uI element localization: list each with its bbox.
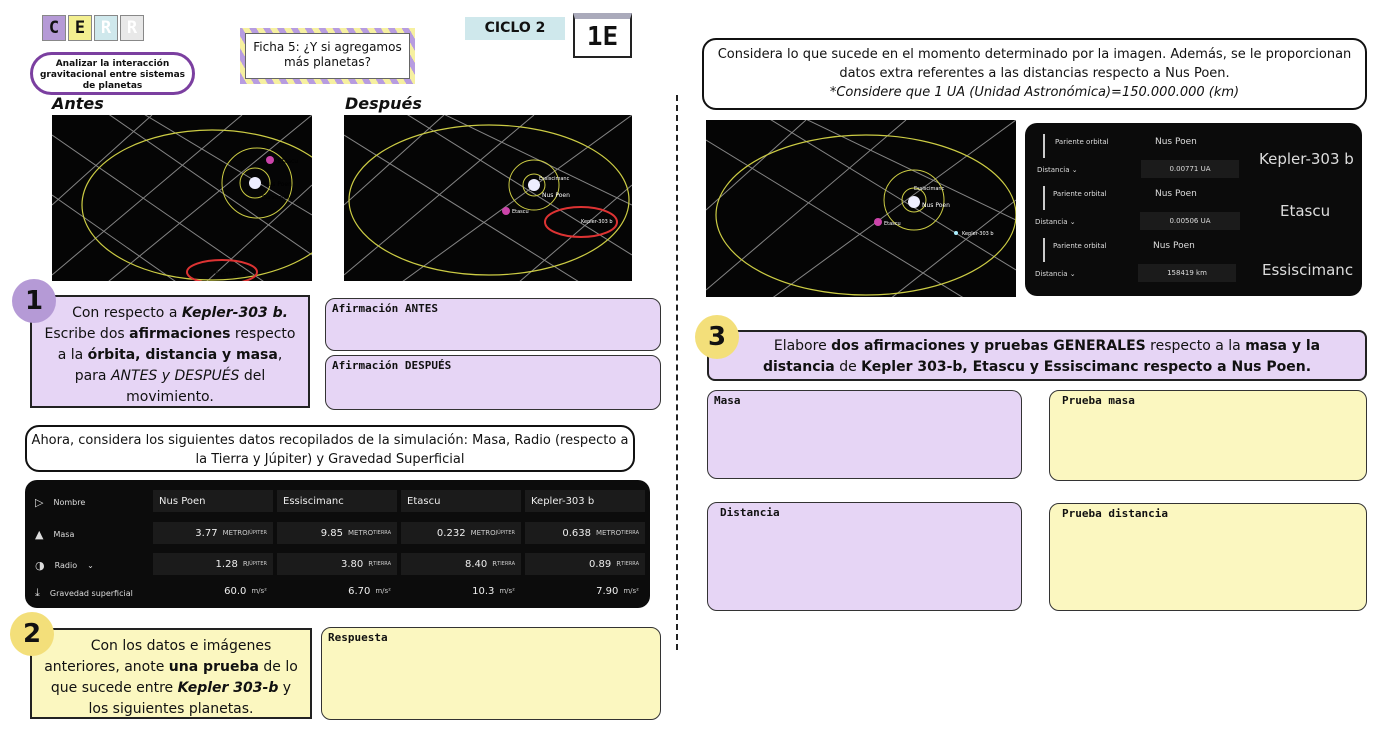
q-text: dos afirmaciones y pruebas GENERALES (831, 338, 1146, 354)
parent-label: Pariente orbital (1055, 138, 1109, 146)
unit: R (492, 560, 498, 568)
logo-letter: C (42, 15, 66, 41)
unit: METRO (596, 529, 622, 537)
planet-name: Kepler-303 b (1259, 150, 1354, 168)
logo-letter: E (68, 15, 92, 41)
planet-name: Essiscimanc (1262, 261, 1354, 279)
answer-after-field[interactable]: Afirmación DESPUÉS (325, 355, 661, 410)
q-text: respecto a la (57, 326, 296, 363)
q-text: Escribe dos (44, 326, 130, 342)
parent-label: Pariente orbital (1053, 242, 1107, 250)
chevron-down-icon: ⌄ (87, 561, 94, 570)
q-text: Con los datos e imágenes anteriores, anote (44, 638, 272, 675)
unit: R (616, 560, 622, 568)
answer-field[interactable]: Respuesta (321, 627, 661, 720)
grade-badge: 1E (573, 13, 632, 58)
before-label: Antes (52, 94, 104, 113)
question-number-2: 2 (10, 612, 54, 656)
row-name (25, 490, 650, 514)
cell: 10.3 (472, 585, 495, 597)
planet-label: Kepler-303 b (581, 219, 613, 225)
intro-text: Considera lo que sucede en el momento determinado por la imagen. Además, se le proporcionan datos extra referentes a las distancias respecto a Nus Poen. (717, 47, 1352, 81)
q-text: y los siguientes planetas. (88, 680, 292, 717)
q-text: Con respecto a (72, 305, 182, 321)
answer-before-field[interactable]: Afirmación ANTES (325, 298, 661, 351)
cell: 3.77 (195, 527, 218, 539)
unit: m/s² (623, 587, 639, 595)
distance-label: Distancia (1035, 270, 1068, 278)
distance-dropdown[interactable]: Distancia ⌄ (1035, 270, 1076, 278)
distance-value: 0.00771 (1169, 165, 1199, 173)
cell: 6.70 (348, 585, 371, 597)
unit: m/s² (375, 587, 391, 595)
sheet-title-banner (240, 28, 415, 84)
question-3 (707, 330, 1367, 381)
planet-label: Etascu (278, 158, 299, 165)
q-text: Kepler-303 b. (181, 305, 288, 321)
planet-label: Essiscimanc (539, 176, 570, 182)
planet-label: Kepler-303 b (215, 271, 247, 277)
q-text: afirmaciones (129, 326, 231, 342)
data-intro: Ahora, considera los siguientes datos recopilados de la simulación: Masa, Radio (respecto a la Tierra y Júpiter) y Gravedad Superficial (25, 425, 635, 472)
unit: R (368, 560, 374, 568)
divider (676, 95, 678, 650)
row-label: Masa (53, 530, 75, 539)
row-label: Gravedad superficial (49, 588, 133, 598)
cell: 0.89 (589, 558, 612, 570)
q-text: de (834, 359, 862, 375)
distance-dropdown[interactable]: Distancia ⌄ (1035, 218, 1076, 226)
parent-value: Nus Poen (1155, 137, 1197, 147)
unit: JÚPITER (495, 530, 515, 536)
cell: 1.28 (215, 558, 238, 570)
parent-value: Nus Poen (1153, 241, 1195, 251)
distance-unit: UA (1200, 165, 1211, 173)
distance-label: Distancia (1037, 166, 1070, 174)
q-text: Kepler 303-b (177, 680, 279, 696)
planet-label: Essiscimanc (914, 186, 945, 192)
planet-label: Nus Poen (264, 181, 292, 188)
logo-letter: R (120, 15, 144, 41)
distance-dropdown[interactable]: Distancia ⌄ (1037, 166, 1078, 174)
parent-value: Nus Poen (1155, 189, 1197, 199)
cycle-label: CICLO 2 (465, 17, 565, 40)
q-text: de lo que sucede entre (50, 659, 298, 696)
question-number-3: 3 (695, 315, 739, 359)
simulation-after-image (344, 115, 632, 281)
unit: JÚPITER (247, 530, 267, 536)
cell: 0.232 (436, 527, 466, 539)
unit: JÚPITER (247, 561, 267, 567)
unit: TIERRA (621, 530, 639, 536)
unit: METRO (470, 529, 496, 537)
cerr-logo (42, 15, 144, 41)
unit: TIERRA (621, 561, 639, 567)
unit: TIERRA (373, 561, 391, 567)
parent-label: Pariente orbital (1053, 190, 1107, 198)
q-text: Kepler 303-b, Etascu y Essiscimanc respecto a Nus Poen. (861, 359, 1312, 375)
unit: R (242, 560, 248, 568)
orbit-row (1025, 128, 1362, 184)
unit: m/s² (499, 587, 515, 595)
cell: Nus Poen (159, 495, 206, 507)
q-text: respecto a la (1145, 338, 1246, 354)
q-text: , para (74, 347, 283, 384)
sheet-title: Ficha 5: ¿Y si agregamos más planetas? (245, 33, 410, 79)
row-radius (25, 553, 650, 577)
distance-unit: km (1196, 269, 1207, 277)
planet-label: Nus Poen (542, 192, 570, 199)
row-gravity (25, 580, 650, 604)
q-text: órbita, distancia y masa (87, 347, 278, 363)
cell: 0.638 (562, 527, 592, 539)
unit: TIERRA (373, 530, 391, 536)
right-intro (702, 38, 1367, 110)
mass-proof-field[interactable]: Prueba masa (1049, 390, 1367, 481)
planet-label: Essiscimanc (262, 195, 293, 201)
orbit-panel (1025, 123, 1362, 296)
unit: METRO (222, 529, 248, 537)
weight-icon: ▲ (35, 528, 44, 541)
question-2 (30, 628, 312, 719)
cell: 60.0 (224, 585, 247, 597)
gravity-icon: ⤓ (35, 586, 40, 599)
row-label: Nombre (53, 498, 86, 507)
question-1 (30, 295, 310, 408)
cell: 8.40 (465, 558, 488, 570)
orbit-row (1025, 232, 1362, 288)
tag-icon: ▷ (35, 496, 44, 509)
q-text: del movimiento. (126, 368, 266, 405)
planet-data-table (25, 480, 650, 608)
cell: Kepler-303 b (531, 495, 595, 507)
radius-icon: ◑ (35, 559, 45, 572)
planet-name: Etascu (1280, 202, 1331, 220)
orbit-row (1025, 180, 1362, 236)
planet-label: Nus Poen (922, 202, 950, 209)
cell: Essiscimanc (283, 495, 344, 507)
intro-note: *Considere que 1 UA (Unidad Astronómica)=150.000.000 (km) (829, 85, 1240, 100)
objective-pill: Analizar la interacción gravitacional entre sistemas de planetas (30, 52, 195, 95)
radius-dropdown[interactable]: Radio (54, 561, 78, 570)
unit: METRO (348, 529, 374, 537)
unit: m/s² (251, 587, 267, 595)
simulation-current-image (706, 120, 1016, 297)
distance-value: 158419 (1167, 269, 1194, 277)
q-text: una prueba (168, 659, 259, 675)
cell: 9.85 (320, 527, 344, 539)
q-text: ANTES y DESPUÉS (110, 368, 240, 384)
after-label: Después (345, 94, 422, 113)
planet-label: Kepler-303 b (962, 231, 994, 237)
row-mass (25, 522, 650, 546)
q-text: Elabore (773, 338, 832, 354)
unit: TIERRA (497, 561, 515, 567)
distance-label: Distancia (1035, 218, 1068, 226)
distance-value: 0.00506 (1169, 217, 1199, 225)
question-number-1: 1 (12, 279, 56, 323)
cell: Etascu (407, 495, 441, 507)
planet-label: Etascu (884, 221, 901, 227)
mass-field[interactable]: Masa (707, 390, 1022, 479)
simulation-before-image (52, 115, 312, 281)
logo-letter: R (94, 15, 118, 41)
distance-proof-field[interactable]: Prueba distancia (1049, 503, 1367, 611)
distance-field[interactable]: Distancia (707, 502, 1022, 611)
cell: 7.90 (596, 585, 619, 597)
cell: 3.80 (341, 558, 364, 570)
planet-label: Etascu (512, 209, 529, 215)
distance-unit: UA (1200, 217, 1211, 225)
q-text: masa y la distancia (762, 338, 1321, 375)
